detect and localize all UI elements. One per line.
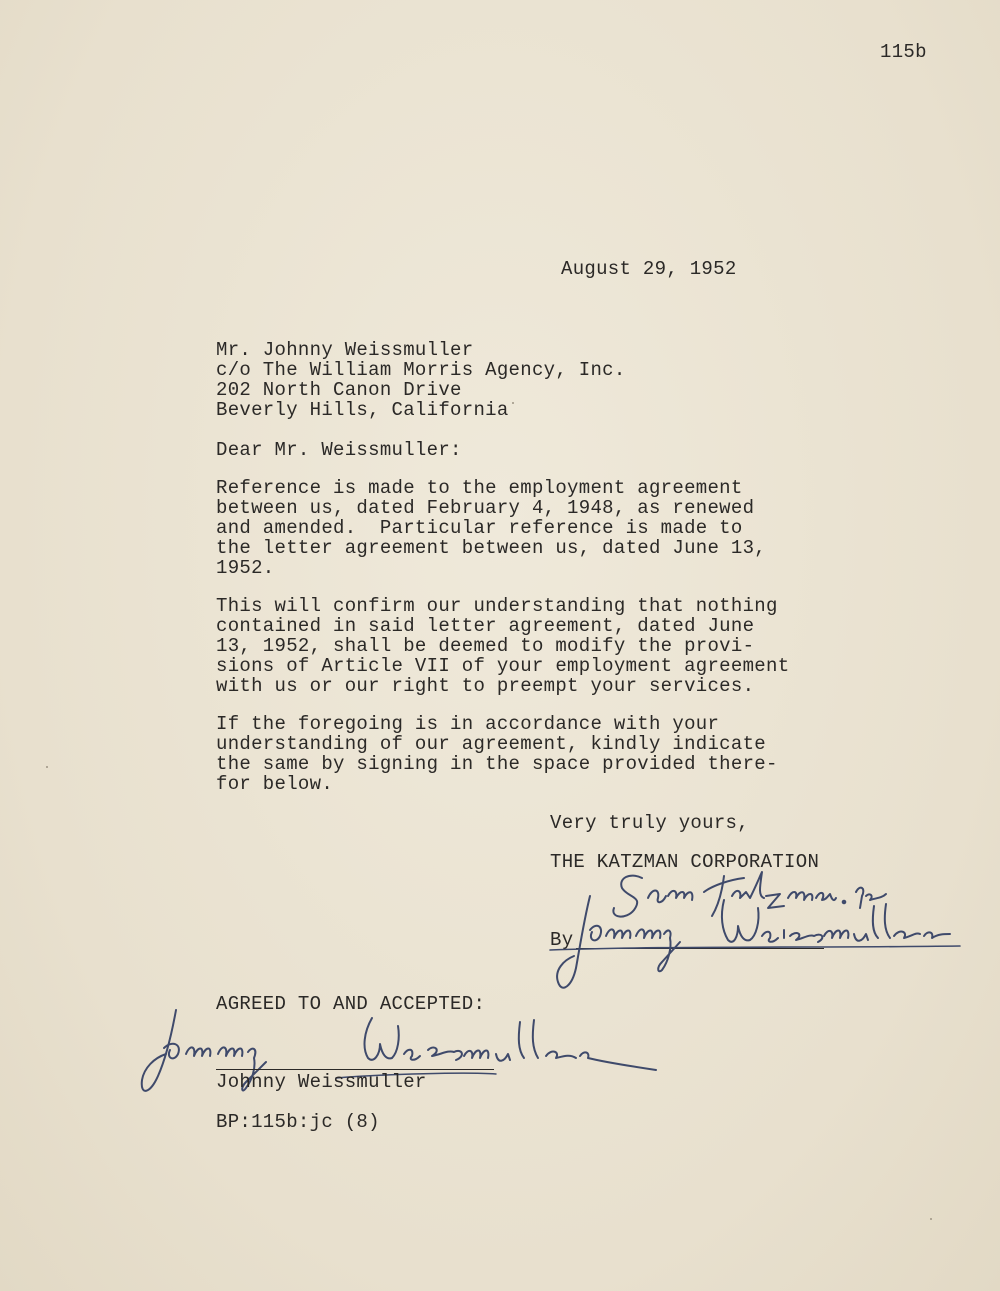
- signer-name: Johnny Weissmuller: [216, 1071, 427, 1093]
- agreed-label: AGREED TO AND ACCEPTED:: [216, 993, 486, 1015]
- paragraph-line: contained in said letter agreement, dated June: [216, 615, 755, 637]
- paragraph-line: 1952.: [216, 557, 275, 579]
- paragraph-line: Reference is made to the employment agreement: [216, 477, 743, 499]
- closing: Very truly yours,: [550, 812, 749, 834]
- paragraph-line: and amended. Particular reference is made to: [216, 517, 743, 539]
- company-name: THE KATZMAN CORPORATION: [550, 851, 820, 873]
- paper-speck: [512, 402, 514, 404]
- paragraph-line: for below.: [216, 773, 334, 795]
- paragraph-line: If the foregoing is in accordance with your: [216, 713, 720, 735]
- paragraph-line: the same by signing in the space provided there-: [216, 753, 778, 775]
- address-line: Mr. Johnny Weissmuller: [216, 339, 474, 361]
- acceptance-signature-line: [216, 1069, 494, 1070]
- by-signature-line: [576, 948, 824, 949]
- paragraph-line: This will confirm our understanding that nothing: [216, 595, 778, 617]
- paragraph-line: understanding of our agreement, kindly indicate: [216, 733, 766, 755]
- letter-date: August 29, 1952: [561, 258, 737, 280]
- paragraph-line: sions of Article VII of your employment agreement: [216, 655, 790, 677]
- paragraph-line: 13, 1952, shall be deemed to modify the provi-: [216, 635, 755, 657]
- address-line: c/o The William Morris Agency, Inc.: [216, 359, 626, 381]
- weissmuller-signature-upper: [540, 890, 980, 1000]
- weissmuller-signature-lower: [136, 1008, 696, 1118]
- paragraph-line: with us or our right to preempt your services.: [216, 675, 755, 697]
- paragraph-line: the letter agreement between us, dated June 13,: [216, 537, 766, 559]
- paper-speck: [46, 766, 48, 768]
- reference-code: BP:115b:jc (8): [216, 1111, 380, 1133]
- page-number: 115b: [880, 41, 927, 63]
- salutation: Dear Mr. Weissmuller:: [216, 439, 462, 461]
- paragraph-line: between us, dated February 4, 1948, as renewed: [216, 497, 755, 519]
- paper-speck: [930, 1218, 932, 1220]
- address-line: Beverly Hills, California: [216, 399, 509, 421]
- address-line: 202 North Canon Drive: [216, 379, 462, 401]
- by-label: By: [550, 929, 574, 951]
